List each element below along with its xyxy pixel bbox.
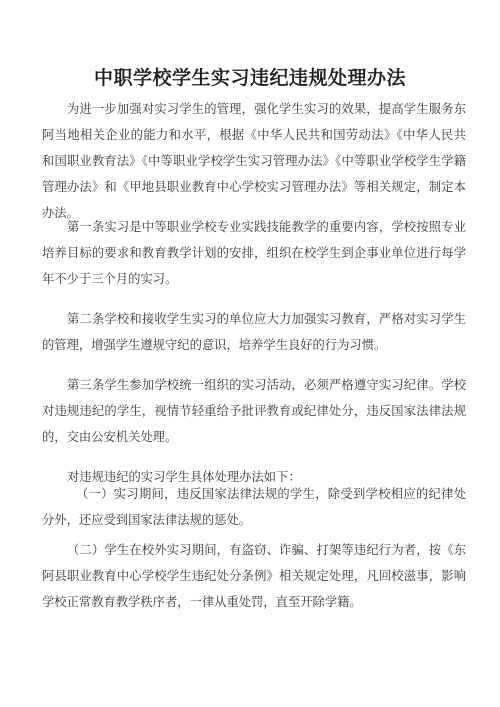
paragraph-intro: 为进一步加强对实习学生的管理，强化学生实习的效果，提高学生服务东阿当地相关企业的能力和水平，根据《中华人民共和国劳动法》《中华人民共和国职业教育法》《中等职业学校学生实习管理办法》《中等职业学校学生学籍管理办法》和《甲地县职业教育中心学校实习管理办法》等相关规定，制定本办法。 (42, 102, 466, 220)
paragraph-article-2: 第二条学校和接收学生实习的单位应大力加强实习教育，严格对实习学生的管理，增强学生遵规守纪的意识，培养学生良好的行为习惯。 (42, 312, 466, 352)
body-section-1 (42, 96, 466, 226)
paragraph-rule-2: （二）学生在校外实习期间，有盗窃、诈骗、打架等违纪行为者，按《东阿县职业教育中心学校学生违纪处分条例》相关规定处理，凡回校滋事，影响学校正常教育教学秩序者，一律从重处罚，直至开除学籍。 (42, 543, 466, 609)
body-section-2 (42, 214, 466, 292)
body-section-7 (42, 537, 466, 615)
paragraph-rules-intro: 对违规违纪的实习学生具体处理办法如下： (67, 470, 301, 484)
paragraph-article-3: 第三条学生参加学校统一组织的实习活动，必须严格遵守实习纪律。学校对违规违纪的学生，视情节轻重给予批评教育或纪律处分，违反国家法律法规的，交由公安机关处理。 (42, 378, 466, 444)
body-section-4 (42, 372, 466, 450)
paragraph-article-1: 第一条实习是中等职业学校专业实践技能教学的重要内容，学校按照专业培养目标的要求和教育教学计划的安排，组织在校学生到企事业单位进行每学年不少于三个月的实习。 (42, 220, 466, 286)
document-title: 中职学校学生实习违纪违规处理办法 (93, 67, 406, 89)
body-section-6 (42, 481, 466, 533)
paragraph-rule-1: （一）实习期间，违反国家法律法规的学生，除受到学校相应的纪律处分外，还应受到国家法律法规的惩处。 (42, 487, 466, 527)
body-section-3 (42, 306, 466, 358)
